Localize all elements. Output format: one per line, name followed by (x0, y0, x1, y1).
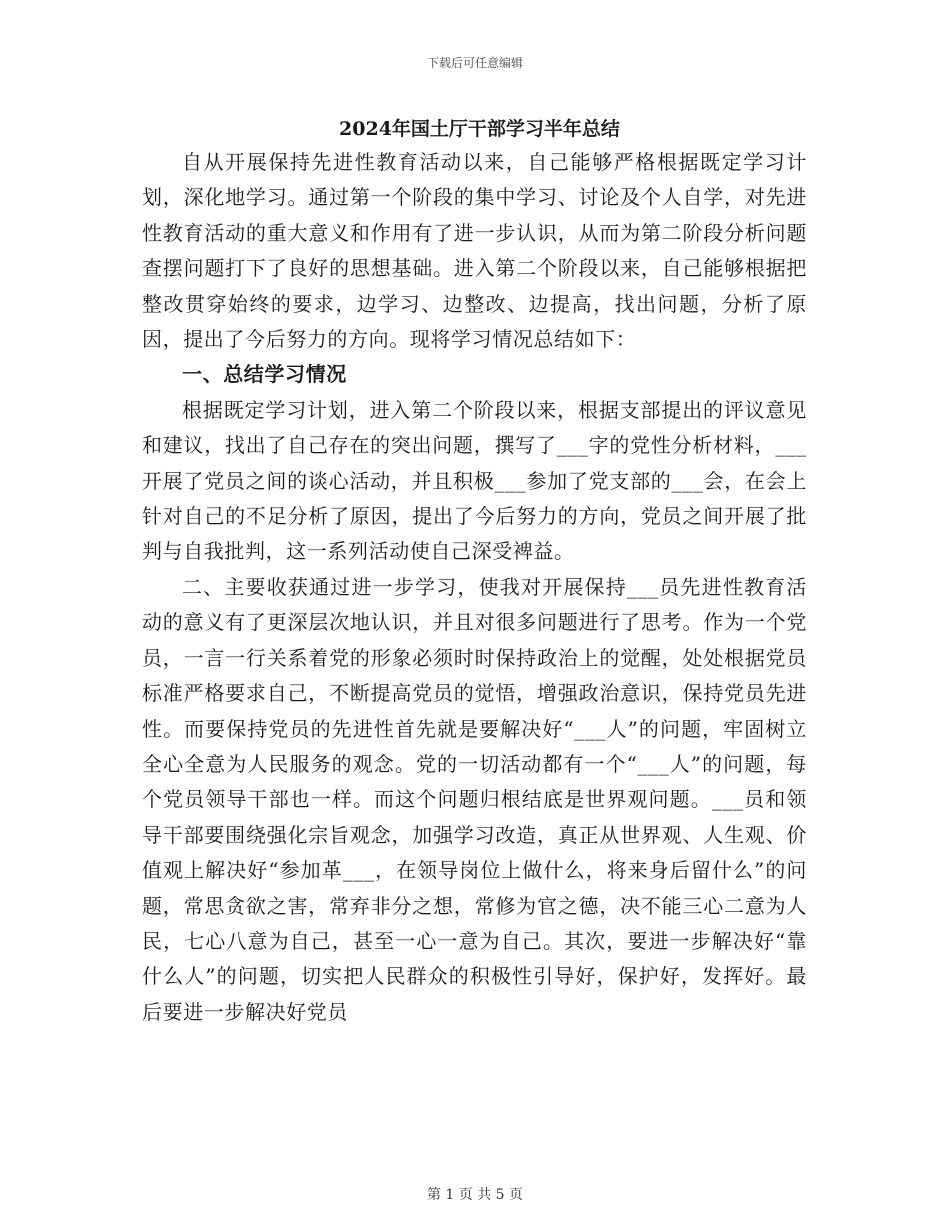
page-header-note: 下载后可任意编辑 (426, 56, 523, 70)
section-2-paragraph: 二、主要收获通过进一步学习，使我对开展保持___员先进性教育活动的意义有了更深层次地认识，并且对很多问题进行了思考。作为一个党员，一言一行关系着党的形象必须时时保持政治上的觉醒，处处根据党员标准严格要求自己，不断提高党员的觉悟，增强政治意识，保持党员先进性。而要保持党员的先进性首先就是要解决好“___人”的问题，牢固树立全心全意为人民服务的观念。党的一切活动都有一个“___人”的问题，每个党员领导干部也一样。而这个问题归根结底是世界观问题。___员和领导干部要围绕强化宗旨观念，加强学习改造，真正从世界观、人生观、价值观上解决好“参加革___，在领导岗位上做什么，将来身后留什么”的问题，常思贪欲之害，常弃非分之想，常修为官之德，决不能三心二意为人民，七心八意为自己，甚至一心一意为自己。其次，要进一步解决好“靠什么人”的问题，切实把人民群众的积极性引导好，保护好，发挥好。最后要进一步解决好党员 (142, 574, 807, 1024)
intro-paragraph: 自从开展保持先进性教育活动以来，自己能够严格根据既定学习计划，深化地学习。通过第一个阶段的集中学习、讨论及个人自学，对先进性教育活动的重大意义和作用有了进一步认识，从而为第二阶段分析问题查摆问题打下了良好的思想基础。进入第二个阶段以来，自己能够根据把整改贯穿始终的要求，边学习、边整改、边提高，找出问题，分析了原因，提出了今后努力的方向。现将学习情况总结如下： (142, 150, 807, 352)
document-title: 2024年国土厅干部学习半年总结 (339, 118, 620, 140)
document-body (142, 113, 807, 1030)
section-1-paragraph: 根据既定学习计划，进入第二个阶段以来，根据支部提出的评议意见和建议，找出了自己存在的突出问题，撰写了___字的党性分析材料，___开展了党员之间的谈心活动，并且积极___参加了党支部的___会，在会上针对自己的不足分析了原因，提出了今后努力的方向，党员之间开展了批判与自我批判，这一系列活动使自己深受裨益。 (142, 397, 807, 564)
section-heading-1: 一、总结学习情况 (182, 362, 347, 387)
page-number: 第 1 页 共 5 页 (426, 1187, 524, 1203)
